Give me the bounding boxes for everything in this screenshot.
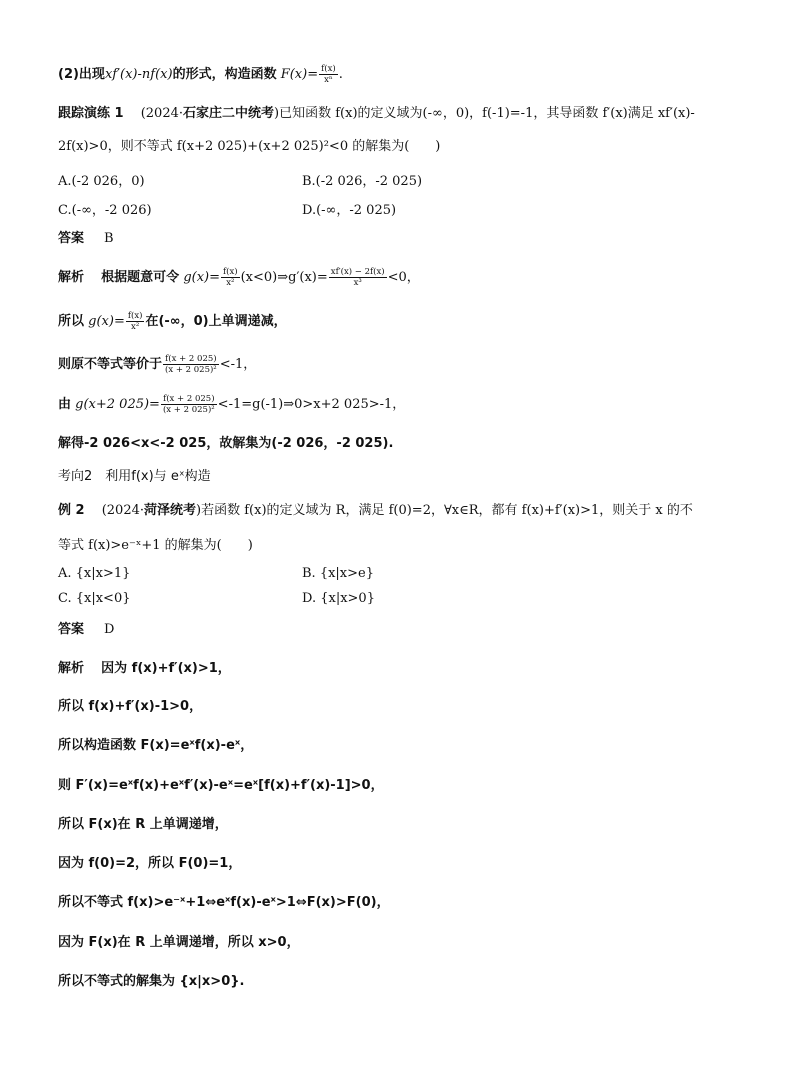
fraction: $\frac{f(x)}{\text{x²}}$ [127,311,143,332]
heading-prefix: (2)出现 [58,67,105,82]
fraction: $\frac{f(x)}{\text{x²}}$ [223,267,238,288]
solution-1-line-3: 则原不等式等价于 $\frac{f(x + 2 025)}{\text{(x + 2 025)²}}$ <-1， [58,354,257,375]
heading-expr: xf′(x)-nf(x) [104,67,173,82]
topic-heading: 考向2 利用f(x)与 eˣ构造 [58,469,211,484]
solution-1-line-1: 解析 根据题意可令 g(x)= $\frac{f(x)}{\text{x²}}$ (x<0)⇒g′(x)= $\frac{xf'(x) - 2f(x)}{\text{x³}}$ <0， [58,267,420,288]
example-source: 菏泽统考 [144,503,197,518]
construct-function: F(x)= [280,67,319,82]
option-c: C. {x|x<0} [58,591,131,606]
fraction: $\frac{xf'(x) - 2f(x)}{\text{x³}}$ [330,267,385,288]
solution-2-line-3: 所以构造函数 F(x)=eˣf(x)-eˣ， [58,738,254,753]
solution-2-line-4: 则 F′(x)=eˣf(x)+eˣf′(x)-eˣ=eˣ[f(x)+f′(x)-1]>0， [58,778,384,793]
answer-2: 答案 D [58,622,115,637]
solution-2-line-5: 所以 F(x)在 R 上单调递增， [58,817,228,832]
fraction: $\frac{f(x + 2 025)}{\text{(x + 2 025)²}}$ [165,354,217,375]
solution-1-line-4: 由 g(x+2 025)= $\frac{f(x + 2 025)}{\text{(x + 2 025)²}}$ <-1=g(-1)⇒0>x+2 025>-1， [58,394,406,415]
option-c: C.(-∞，-2 026) [58,203,152,218]
fraction: $\frac{f(x + 2 025)}{\text{(x + 2 025)²}}$ [162,394,215,415]
solution-2-line-7: 所以不等式 f(x)>e⁻ˣ+1⇔eˣf(x)-eˣ>1⇔F(x)>F(0)， [58,895,390,910]
exercise-label: 跟踪演练 1 [58,106,124,121]
answer-value: D [104,622,115,637]
exercise-1-stem-cont: 2f(x)>0，则不等式 f(x+2 025)+(x+2 025)²<0 的解集为( ) [58,139,441,154]
answer-1: 答案 B [58,231,114,246]
option-b: B. {x|x>e} [302,566,374,581]
exercise-1-stem: 跟踪演练 1 (2024·石家庄二中统考)已知函数 f(x)的定义域为(-∞，0)，f(-1)=-1，其导函数 f′(x)满足 xf′(x)- [58,106,695,121]
option-a: A. {x|x>1} [58,566,131,581]
option-d: D. {x|x>0} [302,591,375,606]
solution-label: 解析 [58,270,85,285]
solution-2-line-6: 因为 f(0)=2，所以 F(0)=1， [58,856,242,871]
example-label: 例 2 [58,503,85,518]
option-b: B.(-2 026，-2 025) [302,174,423,189]
example-2-stem: 例 2 (2024·菏泽统考)若函数 f(x)的定义域为 R，满足 f(0)=2，∀x∈R，都有 f(x)+f′(x)>1，则关于 x 的不 [58,503,693,518]
solution-1-conclusion: 解得-2 026<x<-2 025，故解集为(-2 026，-2 025). [58,436,394,451]
solution-2-line-1: 解析 因为 f(x)+f′(x)>1， [58,661,231,676]
method-2-heading: (2)出现xf′(x)-nf(x)的形式，构造函数 F(x)= $\frac{f(x)}{\text{xⁿ}}$ . [58,64,343,85]
solution-2-line-2: 所以 f(x)+f′(x)-1>0， [58,699,203,714]
heading-mid: 的形式，构造函数 [172,67,277,82]
solution-2-conclusion: 所以不等式的解集为 {x|x>0}. [58,974,245,989]
example-2-stem-cont: 等式 f(x)>e⁻ˣ+1 的解集为( ) [58,538,253,553]
solution-label: 解析 [58,661,85,676]
option-a: A.(-2 026，0) [58,174,145,189]
solution-1-line-2: 所以 g(x)= $\frac{f(x)}{\text{x²}}$ 在(-∞，0)上单调递减， [58,311,287,332]
exercise-source: 石家庄二中统考 [183,106,275,121]
solution-2-line-8: 因为 F(x)在 R 上单调递增，所以 x>0， [58,935,300,950]
heading-fraction: $\frac{f(x)}{\text{xⁿ}}$ [321,64,336,85]
answer-value: B [104,231,114,246]
option-d: D.(-∞，-2 025) [302,203,397,218]
